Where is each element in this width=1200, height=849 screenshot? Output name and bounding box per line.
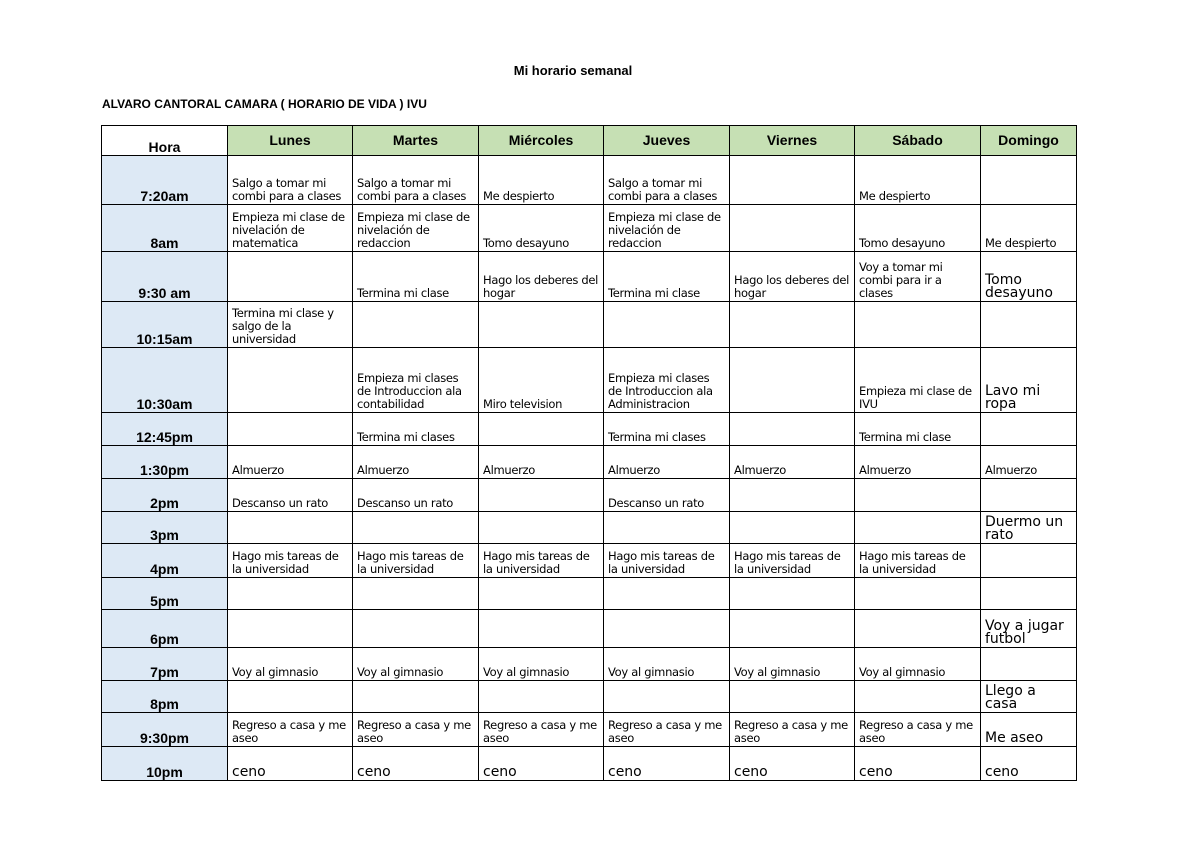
day-header-miercoles: Miércoles bbox=[479, 126, 604, 156]
activity-cell: ceno bbox=[604, 747, 730, 781]
activity-cell bbox=[730, 681, 855, 713]
activity-cell: Me despierto bbox=[855, 156, 981, 205]
activity-cell bbox=[730, 479, 855, 512]
activity-cell: Hago mis tareas de la universidad bbox=[479, 544, 604, 578]
activity-cell bbox=[604, 578, 730, 610]
activity-cell bbox=[730, 413, 855, 446]
day-header-sabado: Sábado bbox=[855, 126, 981, 156]
activity-cell: ceno bbox=[228, 747, 353, 781]
activity-cell bbox=[604, 681, 730, 713]
page-title: Mi horario semanal bbox=[513, 63, 633, 78]
table-row bbox=[102, 413, 1077, 446]
activity-cell bbox=[730, 610, 855, 648]
activity-cell: Voy al gimnasio bbox=[604, 648, 730, 681]
activity-cell: Termina mi clases bbox=[604, 413, 730, 446]
activity-cell: Me despierto bbox=[479, 156, 604, 205]
activity-cell bbox=[479, 512, 604, 544]
activity-cell: Regreso a casa y me aseo bbox=[228, 713, 353, 747]
activity-cell bbox=[353, 681, 479, 713]
activity-cell: Salgo a tomar mi combi para a clases bbox=[353, 156, 479, 205]
time-cell: 6pm bbox=[102, 610, 228, 648]
day-header-jueves: Jueves bbox=[604, 126, 730, 156]
activity-cell bbox=[604, 610, 730, 648]
day-header-viernes: Viernes bbox=[730, 126, 855, 156]
activity-cell bbox=[855, 512, 981, 544]
activity-cell: Termina mi clase bbox=[353, 252, 479, 302]
schedule-body bbox=[102, 156, 1077, 781]
header-row bbox=[102, 126, 1077, 156]
time-cell: 5pm bbox=[102, 578, 228, 610]
activity-cell: Voy al gimnasio bbox=[730, 648, 855, 681]
schedule-owner-subtitle: ALVARO CANTORAL CAMARA ( HORARIO DE VIDA ) IVU bbox=[102, 97, 427, 111]
activity-cell: ceno bbox=[855, 747, 981, 781]
activity-cell: Almuerzo bbox=[604, 446, 730, 479]
activity-cell: Regreso a casa y me aseo bbox=[855, 713, 981, 747]
table-row bbox=[102, 479, 1077, 512]
activity-cell bbox=[479, 479, 604, 512]
time-cell: 7pm bbox=[102, 648, 228, 681]
activity-cell: Voy al gimnasio bbox=[479, 648, 604, 681]
activity-cell: Hago los deberes del hogar bbox=[479, 252, 604, 302]
time-cell: 9:30 am bbox=[102, 252, 228, 302]
activity-cell: Empieza mi clase de IVU bbox=[855, 348, 981, 413]
activity-cell bbox=[981, 156, 1077, 205]
activity-cell: Tomo desayuno bbox=[855, 205, 981, 252]
activity-cell bbox=[228, 512, 353, 544]
time-cell: 10pm bbox=[102, 747, 228, 781]
activity-cell: Empieza mi clases de Introduccion ala Administracion bbox=[604, 348, 730, 413]
activity-cell bbox=[981, 302, 1077, 348]
activity-cell bbox=[981, 648, 1077, 681]
activity-cell: Tomo desayuno bbox=[479, 205, 604, 252]
activity-cell: ceno bbox=[353, 747, 479, 781]
activity-cell bbox=[981, 413, 1077, 446]
activity-cell bbox=[730, 512, 855, 544]
activity-cell bbox=[981, 578, 1077, 610]
activity-cell: Salgo a tomar mi combi para a clases bbox=[228, 156, 353, 205]
table-row bbox=[102, 446, 1077, 479]
activity-cell: Hago mis tareas de la universidad bbox=[353, 544, 479, 578]
activity-cell bbox=[855, 302, 981, 348]
activity-cell: Voy a tomar mi combi para ir a clases bbox=[855, 252, 981, 302]
activity-cell bbox=[228, 578, 353, 610]
day-header-domingo: Domingo bbox=[981, 126, 1077, 156]
activity-cell bbox=[479, 413, 604, 446]
table-row bbox=[102, 713, 1077, 747]
time-cell: 7:20am bbox=[102, 156, 228, 205]
activity-cell: Voy a jugar futbol bbox=[981, 610, 1077, 648]
activity-cell bbox=[855, 681, 981, 713]
activity-cell: Almuerzo bbox=[855, 446, 981, 479]
activity-cell bbox=[981, 479, 1077, 512]
activity-cell bbox=[855, 578, 981, 610]
time-cell: 8pm bbox=[102, 681, 228, 713]
activity-cell: Almuerzo bbox=[981, 446, 1077, 479]
activity-cell bbox=[479, 302, 604, 348]
activity-cell: Salgo a tomar mi combi para a clases bbox=[604, 156, 730, 205]
activity-cell bbox=[353, 578, 479, 610]
table-row bbox=[102, 252, 1077, 302]
table-row bbox=[102, 205, 1077, 252]
activity-cell: Duermo un rato bbox=[981, 512, 1077, 544]
activity-cell: Almuerzo bbox=[730, 446, 855, 479]
activity-cell bbox=[479, 681, 604, 713]
activity-cell: Me despierto bbox=[981, 205, 1077, 252]
activity-cell bbox=[730, 302, 855, 348]
activity-cell bbox=[730, 156, 855, 205]
activity-cell: Descanso un rato bbox=[228, 479, 353, 512]
activity-cell: Regreso a casa y me aseo bbox=[730, 713, 855, 747]
activity-cell: ceno bbox=[479, 747, 604, 781]
activity-cell: Almuerzo bbox=[479, 446, 604, 479]
hora-column-header: Hora bbox=[102, 126, 228, 156]
activity-cell: Hago mis tareas de la universidad bbox=[855, 544, 981, 578]
activity-cell: Lavo mi ropa bbox=[981, 348, 1077, 413]
table-row bbox=[102, 348, 1077, 413]
table-row bbox=[102, 747, 1077, 781]
activity-cell: Termina mi clases bbox=[353, 413, 479, 446]
activity-cell bbox=[353, 512, 479, 544]
activity-cell: Miro television bbox=[479, 348, 604, 413]
activity-cell: Empieza mi clase de nivelación de redaccion bbox=[353, 205, 479, 252]
activity-cell bbox=[855, 610, 981, 648]
activity-cell: ceno bbox=[981, 747, 1077, 781]
activity-cell: Tomo desayuno bbox=[981, 252, 1077, 302]
activity-cell bbox=[730, 348, 855, 413]
activity-cell bbox=[981, 544, 1077, 578]
activity-cell: Termina mi clase y salgo de la universidad bbox=[228, 302, 353, 348]
activity-cell bbox=[604, 302, 730, 348]
table-row bbox=[102, 512, 1077, 544]
activity-cell: Termina mi clase bbox=[604, 252, 730, 302]
time-cell: 12:45pm bbox=[102, 413, 228, 446]
activity-cell: Termina mi clase bbox=[855, 413, 981, 446]
activity-cell: Hago mis tareas de la universidad bbox=[228, 544, 353, 578]
table-row bbox=[102, 544, 1077, 578]
day-header-martes: Martes bbox=[353, 126, 479, 156]
activity-cell bbox=[730, 205, 855, 252]
activity-cell bbox=[228, 681, 353, 713]
table-row bbox=[102, 648, 1077, 681]
activity-cell: Almuerzo bbox=[353, 446, 479, 479]
activity-cell bbox=[730, 578, 855, 610]
time-cell: 8am bbox=[102, 205, 228, 252]
activity-cell bbox=[228, 610, 353, 648]
activity-cell: Llego a casa bbox=[981, 681, 1077, 713]
activity-cell: Voy al gimnasio bbox=[353, 648, 479, 681]
time-cell: 9:30pm bbox=[102, 713, 228, 747]
activity-cell bbox=[228, 252, 353, 302]
activity-cell: Voy al gimnasio bbox=[855, 648, 981, 681]
activity-cell bbox=[479, 610, 604, 648]
activity-cell: Voy al gimnasio bbox=[228, 648, 353, 681]
activity-cell: Empieza mi clase de nivelación de matematica bbox=[228, 205, 353, 252]
activity-cell: Descanso un rato bbox=[604, 479, 730, 512]
activity-cell bbox=[604, 512, 730, 544]
activity-cell: ceno bbox=[730, 747, 855, 781]
weekly-schedule-table bbox=[101, 125, 1077, 781]
activity-cell bbox=[855, 479, 981, 512]
activity-cell: Empieza mi clases de Introduccion ala contabilidad bbox=[353, 348, 479, 413]
time-cell: 1:30pm bbox=[102, 446, 228, 479]
activity-cell bbox=[353, 302, 479, 348]
table-row bbox=[102, 578, 1077, 610]
activity-cell: Regreso a casa y me aseo bbox=[604, 713, 730, 747]
table-row bbox=[102, 156, 1077, 205]
day-header-lunes: Lunes bbox=[228, 126, 353, 156]
time-cell: 3pm bbox=[102, 512, 228, 544]
table-row bbox=[102, 681, 1077, 713]
table-row bbox=[102, 610, 1077, 648]
activity-cell bbox=[479, 578, 604, 610]
activity-cell: Regreso a casa y me aseo bbox=[353, 713, 479, 747]
activity-cell bbox=[228, 413, 353, 446]
activity-cell: Empieza mi clase de nivelación de redaccion bbox=[604, 205, 730, 252]
activity-cell: Descanso un rato bbox=[353, 479, 479, 512]
activity-cell: Almuerzo bbox=[228, 446, 353, 479]
activity-cell: Regreso a casa y me aseo bbox=[479, 713, 604, 747]
activity-cell bbox=[353, 610, 479, 648]
activity-cell: Hago mis tareas de la universidad bbox=[730, 544, 855, 578]
time-cell: 10:15am bbox=[102, 302, 228, 348]
time-cell: 2pm bbox=[102, 479, 228, 512]
activity-cell: Hago los deberes del hogar bbox=[730, 252, 855, 302]
activity-cell: Hago mis tareas de la universidad bbox=[604, 544, 730, 578]
table-row bbox=[102, 302, 1077, 348]
time-cell: 10:30am bbox=[102, 348, 228, 413]
activity-cell: Me aseo bbox=[981, 713, 1077, 747]
activity-cell bbox=[228, 348, 353, 413]
time-cell: 4pm bbox=[102, 544, 228, 578]
